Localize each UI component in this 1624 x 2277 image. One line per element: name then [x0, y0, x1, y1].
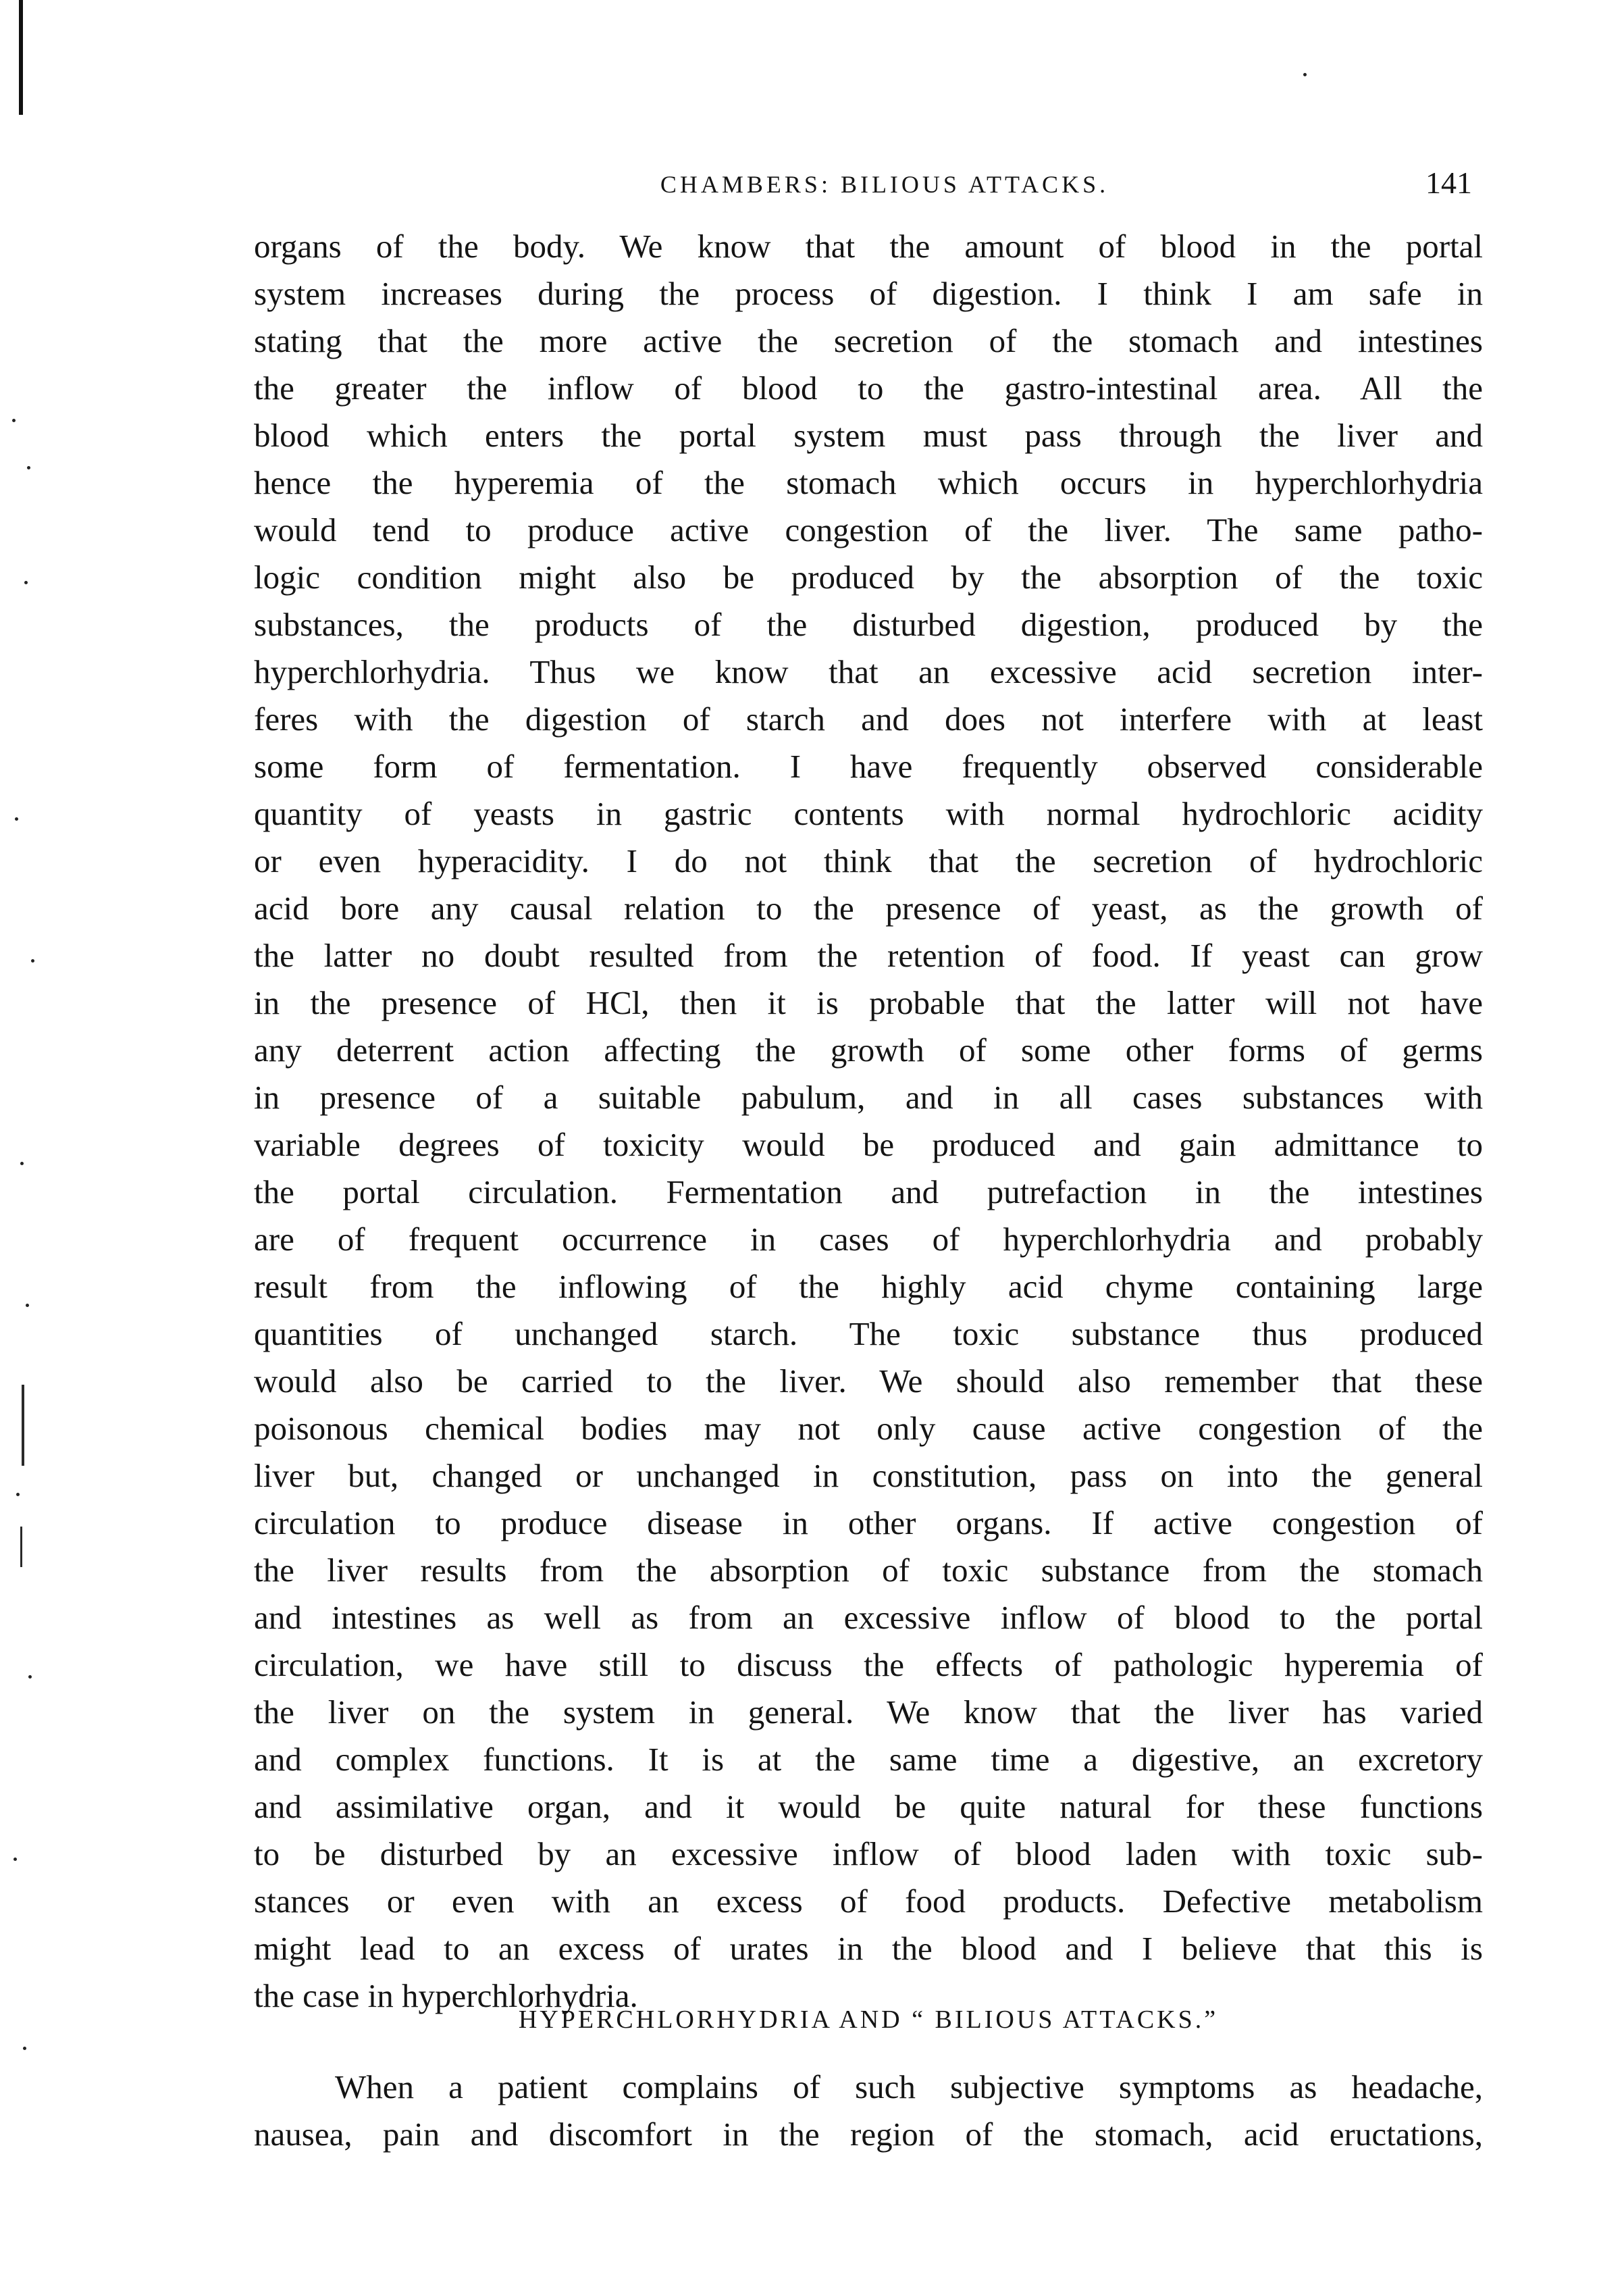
text-line: variable degrees of toxicity would be produced and gain admittance to — [254, 1126, 1483, 1163]
text-line: the greater the inflow of blood to the gastro-intestinal area. All the — [254, 369, 1483, 407]
text-line: result from the inflowing of the highly acid chyme containing large — [254, 1268, 1483, 1305]
text-line: the case in hyperchlorhydria. — [254, 1977, 638, 2014]
text-line: hyperchlorhydria. Thus we know that an excessive acid secretion inter- — [254, 653, 1483, 690]
text-line: hence the hyperemia of the stomach which occurs in hyperchlorhydria — [254, 464, 1483, 501]
text-line: quantity of yeasts in gastric contents with normal hydrochloric acidity — [254, 795, 1483, 832]
scan-speck — [24, 581, 28, 584]
binding-mark — [22, 1385, 24, 1466]
text-line: and complex functions. It is at the same time a digestive, an excretory — [254, 1741, 1483, 1778]
text-line: the portal circulation. Fermentation and putrefaction in the intestines — [254, 1173, 1483, 1210]
running-head — [257, 165, 1513, 211]
text-line: the liver on the system in general. We know that the liver has varied — [254, 1693, 1483, 1731]
scan-speck — [16, 1493, 20, 1496]
text-line: in the presence of HCl, then it is probable that the latter will not have — [254, 984, 1483, 1021]
text-line: When a patient complains of such subjective symptoms as headache, — [335, 2068, 1483, 2105]
text-line: some form of fermentation. I have frequently observed considerable — [254, 748, 1483, 785]
text-line: any deterrent action affecting the growth of some other forms of germs — [254, 1031, 1483, 1069]
section-heading: HYPERCHLORHYDRIA AND “ BILIOUS ATTACKS.” — [518, 2005, 1219, 2034]
text-line: substances, the products of the disturbed digestion, produced by the — [254, 606, 1483, 643]
text-line: stating that the more active the secretion of the stomach and intestines — [254, 322, 1483, 359]
text-line: acid bore any causal relation to the presence of yeast, as the growth of — [254, 890, 1483, 927]
text-line: poisonous chemical bodies may not only cause active congestion of the — [254, 1410, 1483, 1447]
text-line: to be disturbed by an excessive inflow of blood laden with toxic sub- — [254, 1835, 1483, 1872]
text-line: organs of the body. We know that the amount of blood in the portal — [254, 228, 1483, 265]
text-line: and intestines as well as from an excessive inflow of blood to the portal — [254, 1599, 1483, 1636]
text-line: or even hyperacidity. I do not think that the secretion of hydrochloric — [254, 842, 1483, 879]
text-line: feres with the digestion of starch and does not interfere with at least — [254, 700, 1483, 738]
scan-speck — [20, 1162, 24, 1165]
text-line: blood which enters the portal system must pass through the liver and — [254, 417, 1483, 454]
text-line: circulation to produce disease in other organs. If active congestion of — [254, 1504, 1483, 1541]
scan-speck — [26, 1304, 29, 1307]
scan-speck — [23, 2047, 26, 2050]
running-title: CHAMBERS: BILIOUS ATTACKS. — [660, 171, 1109, 198]
text-line: would also be carried to the liver. We should also remember that these — [254, 1362, 1483, 1400]
paragraph-1 — [254, 223, 1483, 2020]
scan-speck — [15, 817, 18, 821]
text-line: are of frequent occurrence in cases of hyperchlorhydria and probably — [254, 1221, 1483, 1258]
text-line: stances or even with an excess of food products. Defective metabolism — [254, 1883, 1483, 1920]
scan-speck — [27, 466, 30, 469]
binding-mark — [20, 1527, 22, 1567]
text-line: circulation, we have still to discuss the effects of pathologic hyperemia of — [254, 1646, 1483, 1683]
text-line: the latter no doubt resulted from the retention of food. If yeast can grow — [254, 937, 1483, 974]
text-line: nausea, pain and discomfort in the region of the stomach, acid eructations, — [254, 2116, 1483, 2153]
text-line: and assimilative organ, and it would be quite natural for these functions — [254, 1788, 1483, 1825]
text-line: logic condition might also be produced by the absorption of the toxic — [254, 559, 1483, 596]
scan-speck — [28, 1675, 32, 1679]
scan-speck — [31, 959, 34, 963]
text-line: the liver results from the absorption of toxic substance from the stomach — [254, 1552, 1483, 1589]
text-line: quantities of unchanged starch. The toxic substance thus produced — [254, 1315, 1483, 1352]
page-number: 141 — [1425, 165, 1472, 200]
scan-speck — [12, 419, 16, 422]
paragraph-2 — [254, 2064, 1483, 2158]
text-line: in presence of a suitable pabulum, and in all cases substances with — [254, 1079, 1483, 1116]
spine-shadow — [19, 0, 23, 115]
binding-edge — [0, 0, 68, 2277]
text-line: might lead to an excess of urates in the blood and I believe that this is — [254, 1930, 1483, 1967]
text-line: liver but, changed or unchanged in constitution, pass on into the general — [254, 1457, 1483, 1494]
text-line: would tend to produce active congestion of the liver. The same patho- — [254, 511, 1483, 548]
scan-speck — [14, 1858, 17, 1861]
text-line: system increases during the process of digestion. I think I am safe in — [254, 275, 1483, 312]
scan-speck — [1303, 73, 1307, 76]
